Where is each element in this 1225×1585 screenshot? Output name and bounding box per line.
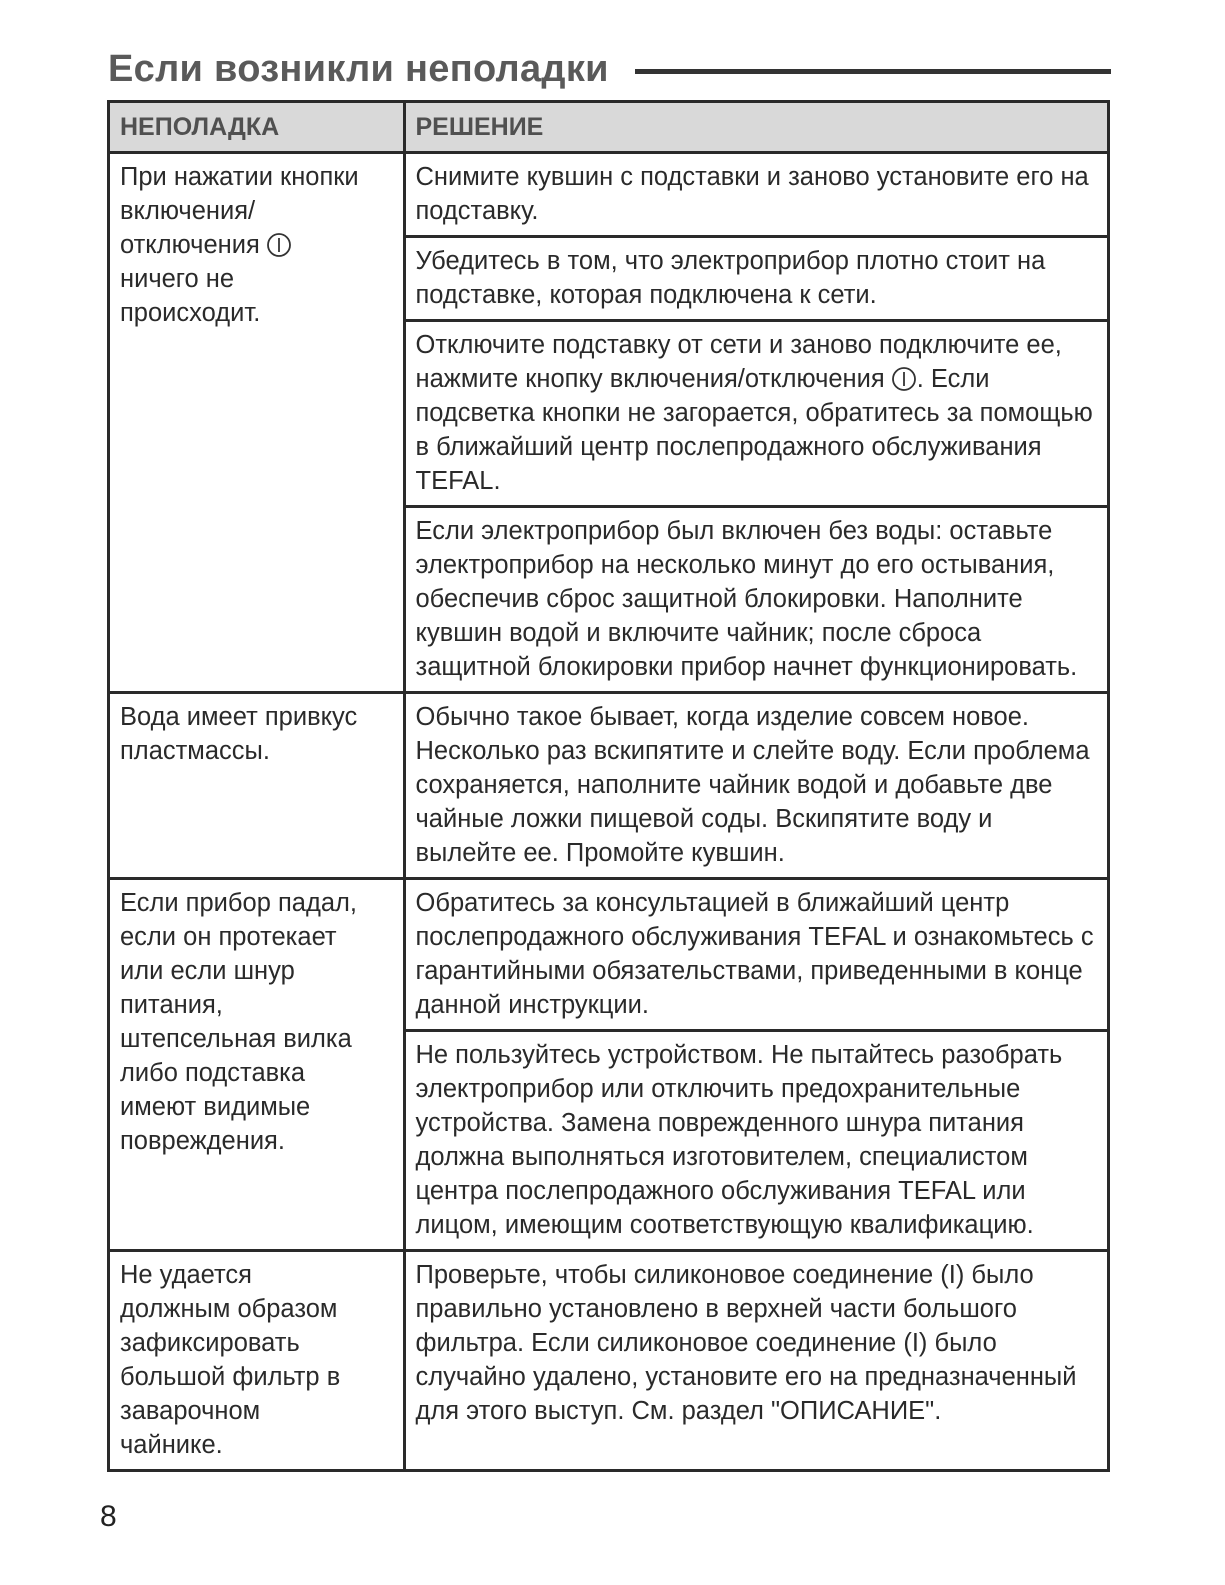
table-row: [110, 879, 1107, 1031]
solution-text: Обратитесь за консультацией в ближайший центр послепродажного обслуживания TEFAL и ознакомьтесь с гарантийными обязательствами, приведенными в конце данной инструкции.: [415, 889, 1094, 1019]
solution-cell: [404, 1251, 1107, 1470]
problem-text: При нажатии кнопки включения/ отключения: [120, 163, 359, 259]
power-icon: [891, 366, 917, 392]
problem-text: ничего не происходит.: [120, 265, 261, 327]
solution-cell: [404, 1031, 1107, 1251]
solution-text: Проверьте, чтобы силиконовое соединение (I) было правильно установлено в верхней части большого фильтра. Если силиконовое соединение (I) было случайно удалено, установите его на предназначенный для этого выступ. См. раздел "ОПИСАНИЕ".: [415, 1261, 1077, 1425]
troubleshooting-table: [107, 100, 1110, 1472]
solution-text: Если подсветка кнопки не загорается, обратитесь за помощью в ближайший центр послепродажного обслуживания TEFAL.: [415, 365, 1093, 495]
table-row: [110, 153, 1107, 237]
header-solution: РЕШЕНИЕ: [404, 103, 1107, 153]
problem-cell: [110, 693, 404, 879]
problem-cell: [110, 879, 404, 1251]
solution-cell: [404, 879, 1107, 1031]
solution-text: Не пользуйтесь устройством. Не пытайтесь разобрать электроприбор или отключить предохранительные устройства. Замена поврежденного шнура питания должна выполняться изготовителем, специалистом центра послепродажного обслуживания TEFAL или лицом, имеющим соответствующую квалификацию.: [415, 1041, 1063, 1239]
solution-text: Отключите подставку от сети и заново подключите ее, нажмите кнопку включения/отключения: [415, 331, 1062, 393]
solution-text: Снимите кувшин с подставки и заново установите его на подставку.: [415, 163, 1089, 225]
page-number: 8: [100, 1500, 117, 1533]
solution-text: .: [916, 365, 924, 393]
power-icon: [266, 232, 292, 258]
title-rule: [635, 69, 1111, 74]
table-row: [110, 693, 1107, 879]
page-title: Если возникли неполадки: [108, 47, 609, 90]
header-problem: НЕПОЛАДКА: [110, 103, 404, 153]
problem-cell: [110, 153, 404, 693]
problem-text: Не удается должным образом зафиксировать большой фильтр в заварочном чайнике.: [120, 1261, 341, 1459]
problem-cell: [110, 1251, 404, 1470]
table-row: [110, 1251, 1107, 1470]
solution-cell: [404, 237, 1107, 321]
title-row: [108, 44, 1111, 94]
solution-cell: [404, 693, 1107, 879]
problem-text: Вода имеет привкус пластмассы.: [120, 703, 358, 765]
solution-cell: [404, 507, 1107, 693]
table-header-row: [110, 103, 1107, 153]
solution-text: Убедитесь в том, что электроприбор плотно стоит на подставке, которая подключена к сети.: [415, 247, 1046, 309]
problem-text: Если прибор падал, если он протекает или если шнур питания, штепсельная вилка либо подставка имеют видимые повреждения.: [120, 889, 357, 1155]
solution-cell: [404, 321, 1107, 507]
solution-text: Если электроприбор был включен без воды: оставьте электроприбор на несколько минут до его остывания, обеспечив сброс защитной блокировки. Наполните кувшин водой и включите чайник; после сброса защитной блокировки прибор начнет функционировать.: [415, 517, 1078, 681]
solution-text: Обычно такое бывает, когда изделие совсем новое. Несколько раз вскипятите и слейте воду. Если проблема сохраняется, наполните чайник водой и добавьте две чайные ложки пищевой соды. Вскипятите воду и вылейте ее. Промойте кувшин.: [415, 703, 1090, 867]
solution-cell: [404, 153, 1107, 237]
